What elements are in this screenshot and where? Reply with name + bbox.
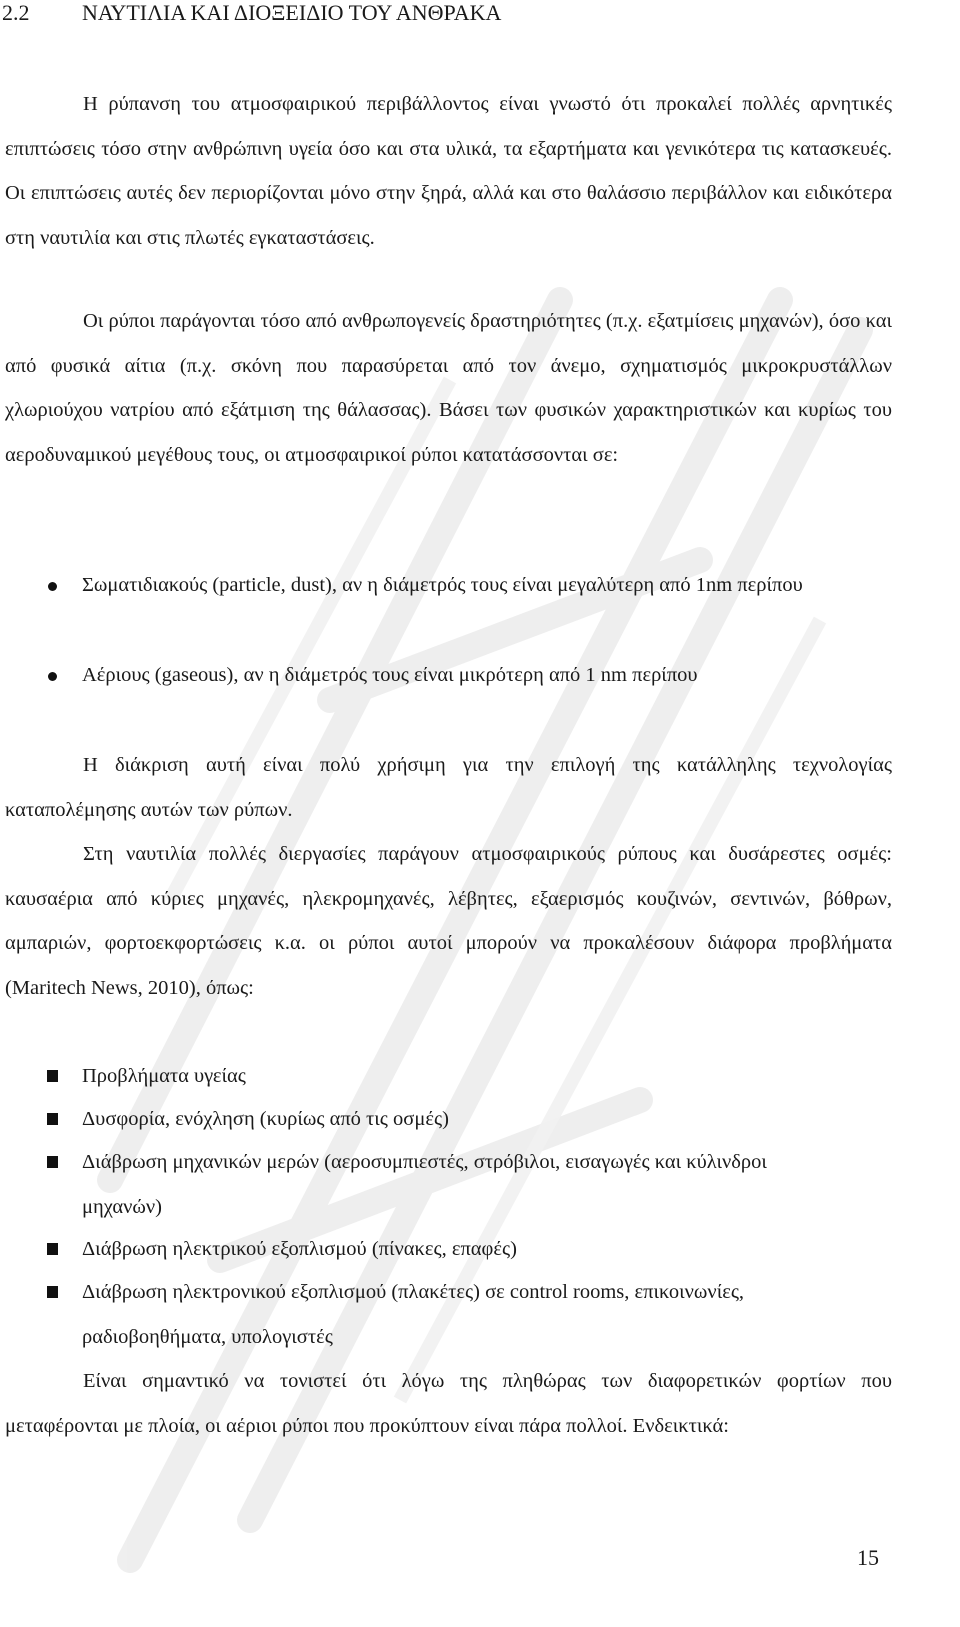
list-item-text: Δυσφορία, ενόχληση (κυρίως από τις οσμές) (82, 1108, 449, 1130)
section-number: 2.2 (2, 0, 30, 25)
bullet-square-icon (47, 1113, 58, 1125)
list-item-text: Διάβρωση μηχανικών μερών (αεροσυμπιεστές, στρόβιλοι, εισαγωγές και κύλινδροι μηχανών) (82, 1151, 767, 1218)
section-title: ΝΑΥΤΙΛΙΑ ΚΑΙ ΔΙΟΞΕΙΔΙΟ ΤΟΥ ΑΝΘΡΑΚΑ (82, 0, 502, 25)
list-item-text: Σωματιδιακούς (particle, dust), αν η διάμετρός τους είναι μεγαλύτερη από 1nm περίπου (82, 574, 803, 596)
paragraph-distinction: Η διάκριση αυτή είναι πολύ χρήσιμη για την επιλογή της κατάλληλης τεχνολογίας καταπολέμησης αυτών των ρύπων. (5, 754, 892, 821)
bullet-square-icon (47, 1286, 58, 1298)
list-item (46, 1054, 896, 1099)
bullet-square-icon (47, 1156, 58, 1168)
bullet-square-icon (47, 1243, 58, 1255)
list-item (46, 1140, 846, 1229)
list-item-text: Διάβρωση ηλεκτρικού εξοπλισμού (πίνακες, επαφές) (82, 1238, 517, 1260)
list-item-text: Προβλήματα υγείας (82, 1065, 246, 1087)
paragraph-intro: Η ρύπανση του ατμοσφαιρικού περιβάλλοντος είναι γνωστό ότι προκαλεί πολλές αρνητικές επιπτώσεις τόσο στην ανθρώπινη υγεία όσο και στα υλικά, τα εξαρτήματα και γενικότερα τις κατασκευές. Οι επιπτώσεις αυτές δεν περιορίζονται μόνο στην ξηρά, αλλά και στο θαλάσσιο περιβάλλον και ειδικότερα στη ναυτιλία και στις πλωτές εγκαταστάσεις. (5, 93, 892, 249)
list-item-text: Διάβρωση ηλεκτρονικού εξοπλισμού (πλακέτες) σε control rooms, επικοινωνίες, ραδιοβοηθήματα, υπολογιστές (82, 1281, 745, 1348)
list-item (46, 1227, 896, 1272)
list-item-text: Αέριους (gaseous), αν η διάμετρός τους είναι μικρότερη από 1 nm περίπου (82, 664, 698, 686)
section-heading (2, 0, 501, 26)
bullet-dot-icon (48, 672, 57, 681)
list-item (46, 1097, 896, 1142)
list-item (46, 1270, 806, 1359)
list-item (46, 653, 896, 698)
paragraph-pollutant-sources: Οι ρύποι παράγονται τόσο από ανθρωπογενείς δραστηριότητες (π.χ. εξατμίσεις μηχανών), όσο και από φυσικά αίτια (π.χ. σκόνη που παρασύρεται από τον άνεμο, σχηματισμός μικροκρυστάλλων χλωριούχου νατρίου από εξάτμιση της θάλασσας). Βάσει των φυσικών χαρακτηριστικών και κυρίως του αεροδυναμικού μεγέθους τους, οι ατμοσφαιρικοί ρύποι κατατάσσονται σε: (5, 310, 892, 466)
bullet-dot-icon (48, 582, 57, 591)
paragraph-shipping-pollutants: Στη ναυτιλία πολλές διεργασίες παράγουν ατμοσφαιρικούς ρύπους και δυσάρεστες οσμές: καυσαέρια από κύριες μηχανές, ηλεκρομηχανές, λέβητες, εξαερισμός κουζινών, σεντινών, βόθρων, αμπαριών, φορτοεκφορτώσεις κ.α. οι ρύποι αυτοί μπορούν να προκαλέσουν διάφορα προβλήματα (Maritech News, 2010), όπως: (5, 843, 892, 999)
page-number: 15 (857, 1545, 879, 1570)
paragraph-cargo-pollutants: Είναι σημαντικό να τονιστεί ότι λόγω της πληθώρας των διαφορετικών φορτίων που μεταφέρονται με πλοία, οι αέριοι ρύποι που προκύπτουν είναι πάρα πολλοί. Ενδεικτικά: (5, 1370, 892, 1437)
list-item (46, 563, 896, 608)
bullet-square-icon (47, 1070, 58, 1082)
